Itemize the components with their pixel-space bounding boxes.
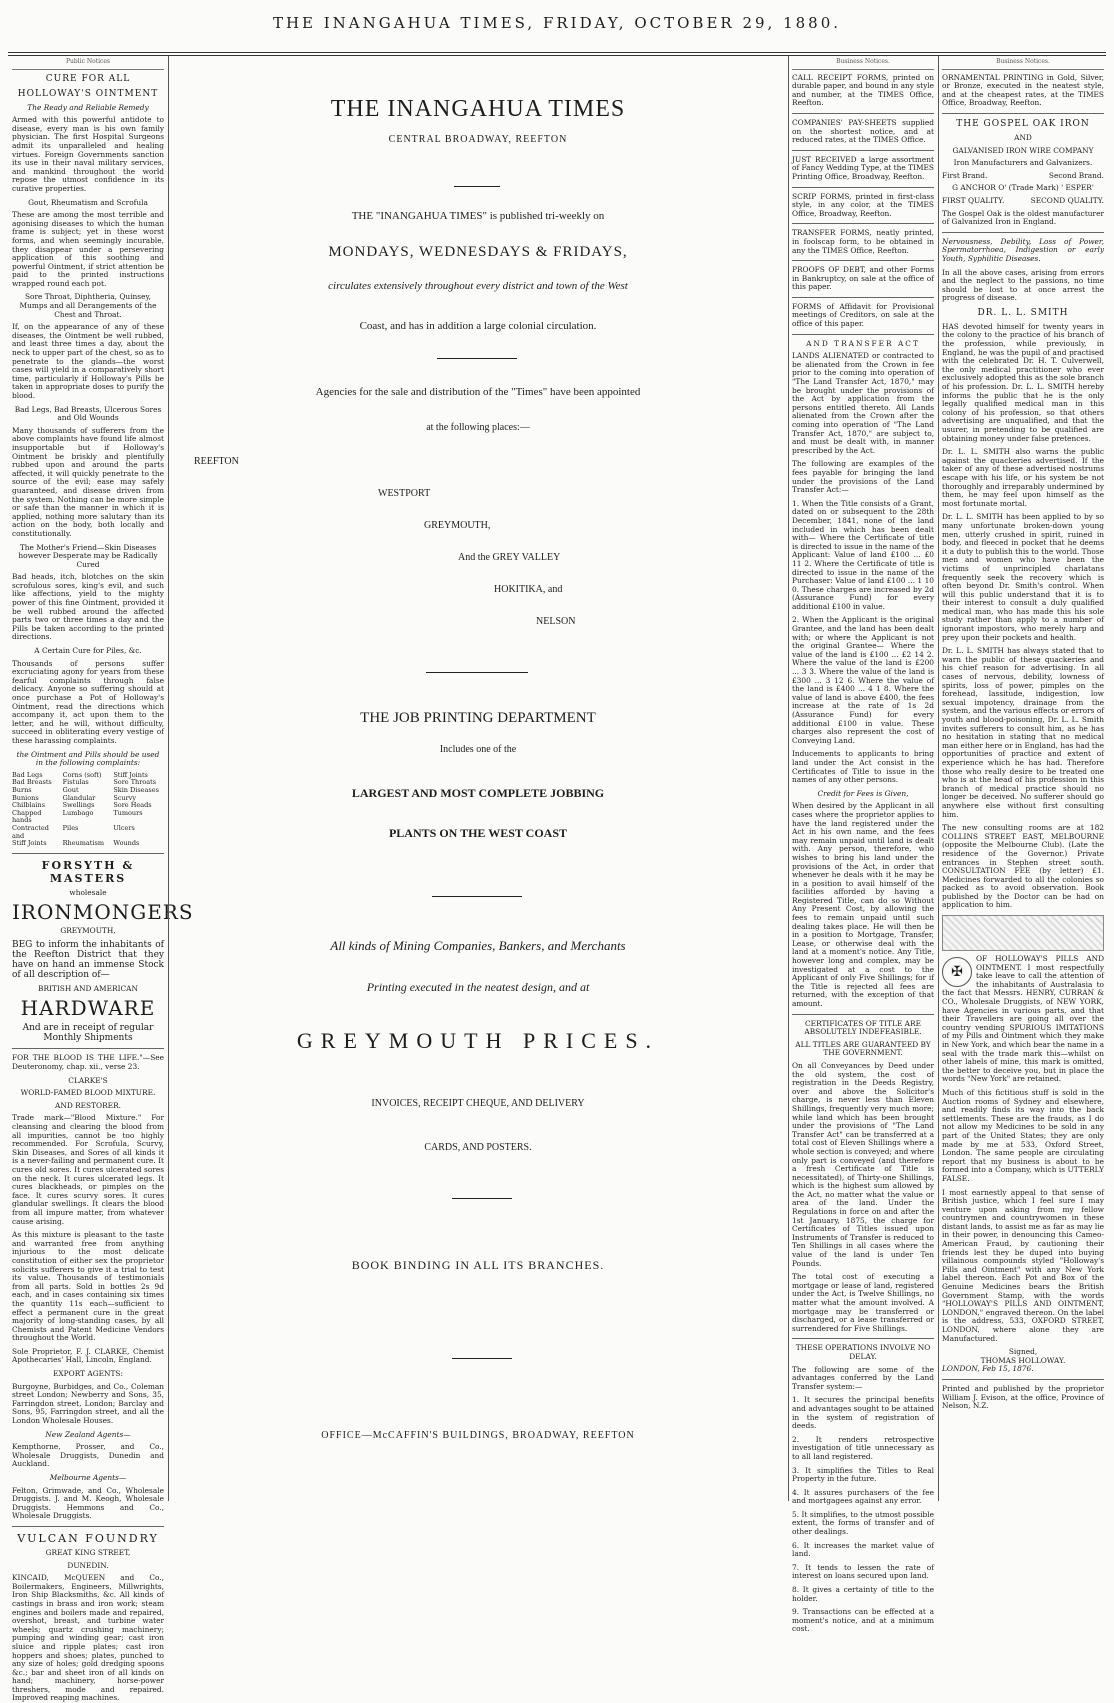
advantage-item: 7. It tends to lessen the rate of interest on loans secured upon land. xyxy=(792,1562,934,1581)
proprietor-para: Sole Proprietor, F. J. CLARKE, Chemist Apothecaries' Hall, Lincoln, England. xyxy=(12,1346,164,1365)
complaints-heading: the Ointment and Pills should be used in the following complaints: xyxy=(16,749,160,768)
list-item: Sore Heads xyxy=(113,801,152,810)
restorer-label: AND RESTORER. xyxy=(55,1100,121,1110)
list-item: Burns xyxy=(12,785,32,794)
holloway-para: Armed with this powerful antidote to disease, every man is his own family physician. The first Hospital Surgeons admit its unparalleled and healing virtues. Foreign Governments sanction its use in their naval military services, and mankind throughout the world repose the utmost confidence in its curative properties. xyxy=(12,115,164,193)
remedy-subtitle: The Ready and Reliable Remedy xyxy=(27,102,149,112)
act-heading: AND TRANSFER ACT xyxy=(806,338,920,348)
agencies-line: Agencies for the sale and distribution of the "Times" have been appointed xyxy=(315,386,641,398)
signed-label: Signed, xyxy=(1008,1347,1038,1357)
notice-ornamental: ORNAMENTAL PRINTING in Gold, Silver, or Bronze, executed in the neatest style, and at the cheapest rates, at the TIMES Office, Broadway, Reefton. xyxy=(942,72,1104,108)
center-rule xyxy=(426,672,528,673)
notice-affidavit: FORMS of Affidavit for Provisional meetings of Creditors, on sale at the office of this paper. xyxy=(792,301,934,329)
guaranteed-heading: ALL TITLES ARE GUARANTEED BY THE GOVERNMENT. xyxy=(795,1039,931,1058)
list-item: Skin Diseases xyxy=(113,785,159,794)
column-rule xyxy=(938,56,939,1501)
sore-throat-para: If, on the appearance of any of these diseases, the Ointment be well rubbed, and least three times a day, about the neck to upper part of the chest, so as to penetrate to the glands—the worst cases will yield in a comparatively short time, particularly if Holloway's Pills be taken in appropriate doses to purify the blood. xyxy=(12,322,164,400)
great-king-label: GREAT KING STREET, xyxy=(45,1547,131,1557)
sore-throat-heading: Sore Throat, Diphtheria, Quinsey, Mumps and all Derangements of the Chest and Throat. xyxy=(19,292,157,319)
notice-transfer-forms: TRANSFER FORMS, neatly printed, in foolscap form, to be obtained in any the TIMES Office, Reefton. xyxy=(792,228,934,255)
published-line: THE "INANGAHUA TIMES" is published tri-weekly on xyxy=(351,210,605,222)
gout-heading: Gout, Rheumatism and Scrofula xyxy=(28,197,148,207)
signer-name: THOMAS HOLLOWAY. xyxy=(980,1355,1066,1365)
forsyth-title: FORSYTH & MASTERS xyxy=(41,858,135,885)
list-item: Tumours xyxy=(113,808,143,817)
masthead-rule xyxy=(8,52,1106,53)
notice-pay-sheets: COMPANIES' PAY-SHEETS supplied on the shortest notice, and at reduced rates, at the TIMES Office. xyxy=(792,117,934,145)
divider xyxy=(12,1526,164,1527)
british-american: BRITISH AND AMERICAN xyxy=(38,983,138,993)
advantage-item: 8. It gives a certainty of title to the holder. xyxy=(792,1585,934,1603)
export-heading: EXPORT AGENTS: xyxy=(53,1369,123,1379)
divider xyxy=(942,232,1104,233)
list-item: Chapped hands xyxy=(12,808,42,825)
divider xyxy=(792,1338,934,1339)
places-intro: at the following places:— xyxy=(426,422,530,433)
quality-row xyxy=(942,197,1104,206)
holloway-warning-para xyxy=(942,955,1104,1084)
piles-heading: A Certain Cure for Piles, &c. xyxy=(34,646,142,656)
column-rule xyxy=(168,56,169,1501)
imprint-line: Printed and published by the proprietor William J. Evison, at the office, Province of Nelson, N.Z. xyxy=(942,1383,1104,1411)
office-line: OFFICE—McCAFFIN'S BUILDINGS, BROADWAY, REEFTON xyxy=(321,1430,635,1441)
list-item: Gout xyxy=(62,785,79,794)
holloway-fraud-para: Much of this fictitious stuff is sold in the Auction rooms of Sydney and elsewhere, and readily finds its way into the back settlements. These are the frauds, as I do not allow my Medicines to be sold in any part of the United States; they are only made by me at 533, Oxford Street, London. The same people are circulating report that my business is about to be formed into a Company, which is UTTERLY FALSE. xyxy=(942,1087,1104,1183)
advantage-item: 1. It secures the principal benefits and advantages sought to be attained in the system of registration of deeds. xyxy=(792,1395,934,1431)
divider xyxy=(12,853,164,854)
plants-line: PLANTS ON THE WEST COAST xyxy=(388,826,568,840)
gospel-para: The Gospel Oak is the oldest manufacturer of Galvanized Iron in England. xyxy=(942,208,1104,227)
divider xyxy=(792,187,934,188)
holloway-appeal-para: I most earnestly appeal to that sense of British justice, which I feel sure I may venture upon asking from my fellow countrymen and countrywomen in these distant lands, to assist me as far as may lie in their power, in denouncing this Cameo-American Fraud, by cautioning their friends lest they be duped into buying villainous compounds styled "Holloway's Pills and Ointment" with any New York label thereon. Each Pot and Box of the Genuine Medicines bears the British Government Stamp, with the words "HOLLOWAY'S PILLS AND OINTMENT, LONDON," engraved thereon. On the label is the address, 533, OXFORD STREET, LONDON, where alone they are Manufactured. xyxy=(942,1187,1104,1343)
fees-para-2: 2. When the Applicant is the original Grantee, and the land has been dealt with; or where the Applicant is not the original Grantee— Where the value of the land is £100 ... £2 14 2. Where the value of the land is £200 ... 3 3. Where the value of the land is £300 ... 3 12 6. Where the value of the land is £400 ... 4 1 8. Where the value of land is above £400, the fees increase at the rate of 1s 2d (Assurance Fund) for every additional £100 in value. These charges also represent the cost of Conveying Land. xyxy=(792,615,934,745)
greymouth-label: GREYMOUTH, xyxy=(60,926,116,936)
nervousness-para: In all the above cases, arising from errors and the neglect to the passions, no time should be lost to at once arrest the progress of disease. xyxy=(942,267,1104,303)
place-reefton: REEFTON xyxy=(194,456,239,467)
act-para: LANDS ALIENATED or contracted to be alienated from the Crown in fee prior to the coming into operation of "The Land Transfer Act, 1870," may be brought under the provisions of the Act by application from the persons entitled thereto. All Lands alienated from the Crown after the coming into operation of "The Land Transfer Act, 1870," are subject to, and must be dealt with, in manner prescribed by the Act. xyxy=(792,351,934,455)
list-item: Scurvy xyxy=(113,793,137,802)
center-rule xyxy=(437,358,517,359)
blood-mixture-para: Trade mark—"Blood Mixture." For cleansing and clearing the blood from all impurities, cannot be too highly recommended. For Scrofula, Scurvy, Skin Diseases, and Sores of all kinds it is a never-failing and permanent cure. It cures old sores. It cures ulcerated sores on the neck. It cures ulcerated legs. It cures blackheads, or pimples on the face. It cures scurvy sores. It cures glandular swellings. It clears the blood from all impure matter, from whatever cause arising. xyxy=(12,1113,164,1226)
column-business-notices-2 xyxy=(942,58,1104,1498)
column-public-notices xyxy=(12,58,194,1703)
fees-intro: The following are examples of the fees payable for bringing the land under the provisions of the Land Transfer Act:— xyxy=(792,459,934,495)
place-nelson: NELSON xyxy=(536,616,576,627)
gout-para: These are among the most terrible and agonising diseases to which the human frame is subject; yet in these worst forms, and when seemingly incurable, they disappear under a persevering application of this soothing and powerful Ointment, if strict attention be paid to the printed instructions wrapped round each pot. xyxy=(12,210,164,288)
place-greymouth: GREYMOUTH, xyxy=(424,520,491,531)
notice-scrip-forms: SCRIP FORMS, printed in first-class style, in any color, at the TIMES Office, Broadway, Reefton. xyxy=(792,191,934,218)
center-rule xyxy=(452,1358,512,1359)
all-kinds-line: All kinds of Mining Companies, Bankers, and Merchants xyxy=(330,938,626,953)
divider xyxy=(792,150,934,151)
center-rule xyxy=(454,186,500,187)
fees-para-1: 1. When the Title consists of a Grant, dated on or subsequent to the 28th December, 1841, none of the land included in which has been dealt with— Where the Certificate of title is directed to issue in the name of the Applicant: Value of land £100 ... £0 11 2. Where the Certificate of title is directed to issue in the name of the Purchaser: Value of land £100 ... 1 10 0. These charges are increased by 2d (Assurance Fund) for every additional £100 in value. xyxy=(792,498,934,611)
divider xyxy=(792,113,934,114)
smith-title: DR. L. L. SMITH xyxy=(977,307,1069,318)
list-item: Bunions xyxy=(12,793,39,802)
advantage-item: 6. It increases the market value of land. xyxy=(792,1540,934,1559)
circulation-line-2: Coast, and has in addition a large colonial circulation. xyxy=(359,320,597,332)
notice-proofs-debt: PROOFS OF DEBT, and other Forms in Bankruptcy, on sale at the office of this paper. xyxy=(792,265,934,292)
blood-life-heading: FOR THE BLOOD IS THE LIFE."—See Deuteronomy, chap. xii., verse 23. xyxy=(12,1053,164,1072)
credit-para: When desired by the Applicant in all cases where the proprietor applies to have the land registered under the Act in his own name, and the fees may remain unpaid until land is dealt with. Any person, therefore, who wishes to bring his land under the provisions of the Act, in order that whenever he deals with it he may be in a position to avail himself of the facilities afforded by having a Registered Title, can do so Without Any Present Cost, by allowing the fees to remain unpaid until such dealing takes place. He will then be in a position to Mortgage, Transfer, Lease, or otherwise deal with the land at a moment's notice. Any Title, however long and complex, may be investigated at a cost to the Applicant of only Five Shillings; for if the Title is rejected all fees are returned, with the exception of that amount. xyxy=(792,801,934,1008)
second-brand: Second Brand. xyxy=(1048,170,1104,180)
divider xyxy=(942,113,1104,114)
advantages-intro: The following are some of the advantages conferred by the Land Transfer system:— xyxy=(792,1364,934,1391)
divider xyxy=(792,1014,934,1015)
list-item: Wounds xyxy=(113,839,140,848)
list-item: Glandular xyxy=(62,793,96,802)
column-business-notices xyxy=(792,58,934,1634)
blood-mixture-para-2: As this mixture is pleasant to the taste and warranted free from anything injurious to the most delicate constitution of either sex the proprietor solicits sufferers to give it a trial to test its value. Thousands of testimonials from all parts. Sold in bottles 2s 9d each, and in cases containing six times the quantity 11s each—sufficient to effect a permanent cure in the great majority of long-standing cases, by all Chemists and Patent Medicine Vendors throughout the World. xyxy=(12,1230,164,1343)
skin-para: Bad heads, itch, blotches on the skin scrofulous sores, king's evil, and such like affections, yield to the mighty power of this fine Ointment, provided it be well rubbed around the affected parts two or three times a day and the Pills be taken according to the printed directions. xyxy=(12,572,164,642)
smith-para-2: Dr. L. L. SMITH also warns the public against the quackeries advertised. If the taker of any of these advertised nostrums escape with his life, or his system be not thoroughly and irreparably undermined by them, he may feel upon himself as the most fortunate mortal. xyxy=(942,447,1104,508)
holloway-warning-text: OF HOLLOWAY'S PILLS AND OINTMENT. I most respectfully take leave to call the attention of the inhabitants of Australasia to the fact that Messrs. HENRY, CURRAN & CO., Wholesale Druggists, of NEW YORK, have Agencies in various parts, and that their Travellers are going all over the country vending SPURIOUS IMITATIONS of my Pills and Ointment which they make in New York, and which bear the name in a seal with the trade mark this—whilst on other labels of mine, this mark is omitted, the better to deceive you, but in place the words "New York" are retained. xyxy=(942,954,1104,1084)
cards-line: CARDS, AND POSTERS. xyxy=(424,1142,532,1153)
includes-line: Includes one of the xyxy=(439,744,517,755)
operations-heading: THESE OPERATIONS INVOLVE NO DELAY. xyxy=(795,1343,931,1361)
times-advertisement xyxy=(172,58,784,1498)
credit-heading: Credit for Fees is Given, xyxy=(817,788,909,798)
first-brand: First Brand. xyxy=(942,170,988,180)
shipments-label: And are in receipt of regular Monthly Shipments xyxy=(22,1023,154,1044)
melbourne-heading: Melbourne Agents— xyxy=(49,1473,127,1482)
nz-heading: New Zealand Agents— xyxy=(45,1429,131,1439)
melbourne-para: Felton, Grimwade, and Co., Wholesale Druggists. J. and M. Keogh, Wholesale Druggists. Hemmons and Co., Wholesale Druggists. xyxy=(12,1485,164,1521)
times-address: CENTRAL BROADWAY, REEFTON xyxy=(388,134,568,145)
brand-row xyxy=(942,172,1104,181)
masthead-rule-2 xyxy=(8,55,1106,56)
place-grey-valley: And the GREY VALLEY xyxy=(458,552,561,563)
list-item: Contracted and xyxy=(12,823,49,840)
list-item: Sore Throats xyxy=(113,778,157,787)
advantage-item: 2. It renders retrospective investigation of title unnecessary as to all land registered. xyxy=(792,1434,934,1461)
column-header: Business Notices. xyxy=(792,58,934,70)
galvanised-title: GALVANISED IRON WIRE COMPANY xyxy=(952,145,1094,155)
masthead: THE INANGAHUA TIMES, FRIDAY, OCTOBER 29, 1880. xyxy=(272,14,842,32)
notice-wedding-type: JUST RECEIVED a large assortment of Fancy Wedding Type, at the TIMES Printing Office, Broadway, Reefton. xyxy=(792,154,934,181)
binding-line: BOOK BINDING IN ALL ITS BRANCHES. xyxy=(351,1258,605,1272)
list-item: Piles xyxy=(62,823,79,832)
gospel-title: THE GOSPEL OAK IRON xyxy=(956,118,1090,129)
printing-line: Printing executed in the neatest design, and at xyxy=(366,980,590,994)
gospel-and: AND xyxy=(1014,132,1032,142)
certificates-heading: CERTIFICATES OF TITLE ARE ABSOLUTELY INDEFEASIBLE. xyxy=(804,1018,922,1037)
divider xyxy=(12,1048,164,1049)
smith-para-5: The new consulting rooms are at 182 COLLINS STREET EAST, MELBOURNE (opposite the Melbourne Club). (Late the residence of the Governor.) Private entrances in Stephen street south. CONSULTATION FEE (by letter) £1. Medicines forwarded to all the colonies so packed as to avoid observation. Book published by the Doctor can be had on application to him. xyxy=(942,823,1104,910)
divider xyxy=(792,297,934,298)
engraved-stamp-image xyxy=(942,915,1104,951)
trade-mark: G ANCHOR O' (Trade Mark) ' ESPER' xyxy=(952,183,1094,193)
list-item: Bad Legs xyxy=(12,770,43,779)
column-rule xyxy=(788,56,789,1501)
conveyances-para: On all Conveyances by Deed under the old system, the cost of registration in the Deeds Registry, over and above the Solicitor's charge, is never less than Eleven Shillings, frequently very much more; while land which has been brought under the provisions of "The Land Transfer Act" can be transferred at a total cost of Eleven Shillings where a whole section is conveyed; and where only part is conveyed (and therefore a fresh Certificate of Title is necessitated), of Thirty-one Shillings, which is the highest sum allowed by the Act, no matter what the value or area of the land. Under the Regulations in force on and after the 1st January, 1875, the charge for Certificates of Titles issued upon Instruments of Transfer is reduced to Ten Shillings in all cases where the value of the land is under Ten Pounds. xyxy=(792,1060,934,1268)
list-item: Fistulas xyxy=(62,778,89,787)
divider xyxy=(792,223,934,224)
job-printing-title: THE JOB PRINTING DEPARTMENT xyxy=(360,710,596,726)
center-rule xyxy=(432,896,522,897)
place-westport: WESTPORT xyxy=(378,488,431,499)
second-quality: SECOND QUALITY. xyxy=(1030,195,1104,205)
cure-heading: CURE FOR ALL xyxy=(45,73,131,84)
smith-para-1: HAS devoted himself for twenty years in the colony to the practice of his branch of the profession, while previously, in England, he was the pupil of and practised with the celebrated Dr. H. T. Culverwell, the only medical practitioner who ever exclusively adopted this as the sole branch of his profession. Dr. L. L. SMITH hereby informs the public that he is the only legally qualified medical man in this colony of his profession, so that others advertising are unqualified, and that the usurer, in pretending to be qualified are obtaining money under false pretences. xyxy=(942,321,1104,443)
list-item: Stiff Joints xyxy=(12,839,47,848)
bad-legs-para: Many thousands of sufferers from the above complaints have found life almost insupportable but if Holloway's Ointment be briskly and plentifully rubbed upon and around the parts affected, it will quickly penetrate to the source of the evil; ease may safely guaranteed, and disease driven from the system. Nothing can be more simple or safe than the manner in which it is applied, nothing more salutary than its action on the body, both locally and constitutionally. xyxy=(12,425,164,538)
holloway-title: HOLLOWAY'S OINTMENT xyxy=(17,88,159,99)
clarkes-label: CLARKE'S xyxy=(68,1075,108,1085)
mothers-heading: The Mother's Friend—Skin Diseases however Desperate may be Radically Cured xyxy=(18,542,158,569)
list-item: Bad Breasts xyxy=(12,778,52,787)
dunedin-label: DUNEDIN. xyxy=(67,1560,109,1570)
divider xyxy=(942,1379,1104,1380)
inducements-para: Inducements to applicants to bring land under the Act consist in the Certificates of Title to issue in the names of any other persons. xyxy=(792,749,934,785)
list-item: Chilblains xyxy=(12,801,46,810)
list-item: Corns (soft) xyxy=(62,770,102,779)
circulation-line: circulates extensively throughout every district and town of the West xyxy=(328,280,628,292)
vulcan-title: VULCAN FOUNDRY xyxy=(17,1531,159,1545)
list-item: Rheumatism xyxy=(62,839,104,848)
advantage-item: 3. It simplifies the Titles to Real Property in the future. xyxy=(792,1465,934,1484)
manufacturers-label: Iron Manufacturers and Galvanizers. xyxy=(953,158,1093,168)
column-header: Business Notices. xyxy=(942,58,1104,70)
forsyth-para: BEG to inform the inhabitants of the Reefton District that they have on hand an immense Stock of all description of— xyxy=(12,939,164,980)
kincaid-para: KINCAID, McQUEEN and Co., Boilermakers, Engineers, Millwrights, Iron Ship Blacksmiths, &c. All kinds of castings in brass and iron work; steam engines and boilers made and repaired, overshot, breast, and turbine water wheels; quartz crushing machinery; pumping and winding gear; cast iron sluice and ripple plates; cast iron hoppers and shoes; plates, punched to any size of holes; gold dredging spoons &c.; bar and sheet iron of all kinds on hand; machinery, horse-power threshers, mode and repaired. Improved reaping machines. xyxy=(12,1573,164,1703)
nervousness-heading: Nervousness, Debility, Loss of Power, Spermatorrhoea, Indigestion or early Youth, Syphilitic Diseases. xyxy=(942,236,1104,263)
advantage-item: 9. Transactions can be effected at a moment's notice, and at a minimum cost. xyxy=(792,1607,934,1634)
first-quality: FIRST QUALITY. xyxy=(942,195,1005,205)
world-famed-title: WORLD-FAMED BLOOD MIXTURE. xyxy=(20,1088,156,1098)
invoices-line: INVOICES, RECEIPT CHEQUE, AND DELIVERY xyxy=(371,1098,585,1109)
signature-date: LONDON, Feb 15, 1876. xyxy=(942,1364,1034,1374)
smith-para-3: Dr. L. L. SMITH has been applied to by so many unfortunate broken-down young men, utterly crushed in spirit, ruined in body, and fleeced in pocket that he deems it a duty to publish this to the world. Those men and women who have been the victims of unprincipled charlatans frequently seek the recovery which is often beyond Dr. Smith's control. When will this public understand that it is to their interest to consult a duly qualified medical man, who has made this his sole study rather than apply to a number of ignorant impostors, who merely harp and prey upon their pockets and health. xyxy=(942,512,1104,642)
nz-para: Kempthorne, Prosser, and Co., Wholesale Druggists, Dunedin and Auckland. xyxy=(12,1442,164,1469)
list-item: Stiff Joints xyxy=(113,770,148,779)
column-header: Public Notices xyxy=(12,58,164,70)
center-rule xyxy=(452,1198,512,1199)
divider xyxy=(792,334,934,335)
place-hokitika: HOKITIKA, and xyxy=(494,584,563,595)
prices-title: GREYMOUTH PRICES. xyxy=(296,1028,660,1053)
bad-legs-heading: Bad Legs, Bad Breasts, Ulcerous Sores and Old Wounds xyxy=(14,404,162,423)
publication-days: MONDAYS, WEDNESDAYS & FRIDAYS, xyxy=(328,244,628,260)
smith-para-4: Dr. L. L. SMITH has always stated that to warn the public of these quackeries and his chief reason for advertising. In all cases of nervous, debility, lowness of spirits, loss of power, pimples on the forehead, lassitude, indigestion, low sexual impotency, drainage from the system, and the various effects or errors of youth and blood-poisoning, Dr. L. L. Smith invites sufferers to consult him, as he has no hesitation in stating that no medical man either here or in England, has had the opportunities of practice and extent of experience which he has had. Therefore those who really desire to be treated one who is at the head of his profession in this branch of medical practice should no longer be deceived. No sufferer should go anywhere else without first consulting him. xyxy=(942,646,1104,819)
list-item: Swellings xyxy=(62,801,95,810)
list-item: Lumbago xyxy=(62,808,94,817)
list-item: Ulcers xyxy=(113,823,135,832)
piles-para: Thousands of persons suffer excruciating agony for years from these fearful complaints through false delicacy. Anyone so suffering should at once purchase a Pot of Holloway's Ointment, read the directions which accompany it, act upon them to the letter, and he will, without difficulty, succeed in obliterating every vestige of these harassing complaints. xyxy=(12,658,164,745)
mortgage-para: The total cost of executing a mortgage or lease of land, registered under the Act, is Twelve Shillings, no matter what the amount involved. A mortgage may be transferred or discharged, or a lease transferred or surrendered for Five Shillings. xyxy=(792,1272,934,1333)
advantage-item: 4. It assures purchasers of the fee and mortgagees against any error. xyxy=(792,1487,934,1506)
largest-line: LARGEST AND MOST COMPLETE JOBBING xyxy=(351,786,605,800)
notice-receipt-forms: CALL RECEIPT FORMS, printed on durable paper, and bound in any style and number, at the TIMES Office, Reefton. xyxy=(792,72,934,108)
advantage-item: 5. It simplifies, to the utmost possible extent, the forms of transfer and of other dealings. xyxy=(792,1509,934,1537)
export-para: Burgoyne, Burbidges, and Co., Coleman street London; Newberry and Sons, 35, Farringdon street, London; Barclay and Sons, 95, Farringdon street, and all the London Wholesale Houses. xyxy=(12,1381,164,1426)
times-title: THE INANGAHUA TIMES xyxy=(330,96,626,122)
hardware-title: HARDWARE xyxy=(20,996,156,1021)
ironmongers-title: IRONMONGERS xyxy=(12,900,194,925)
divider xyxy=(792,260,934,261)
holloway-seal-icon: ✠ xyxy=(942,957,972,987)
complaints-list xyxy=(12,772,164,848)
wholesale-label: wholesale xyxy=(69,887,107,897)
